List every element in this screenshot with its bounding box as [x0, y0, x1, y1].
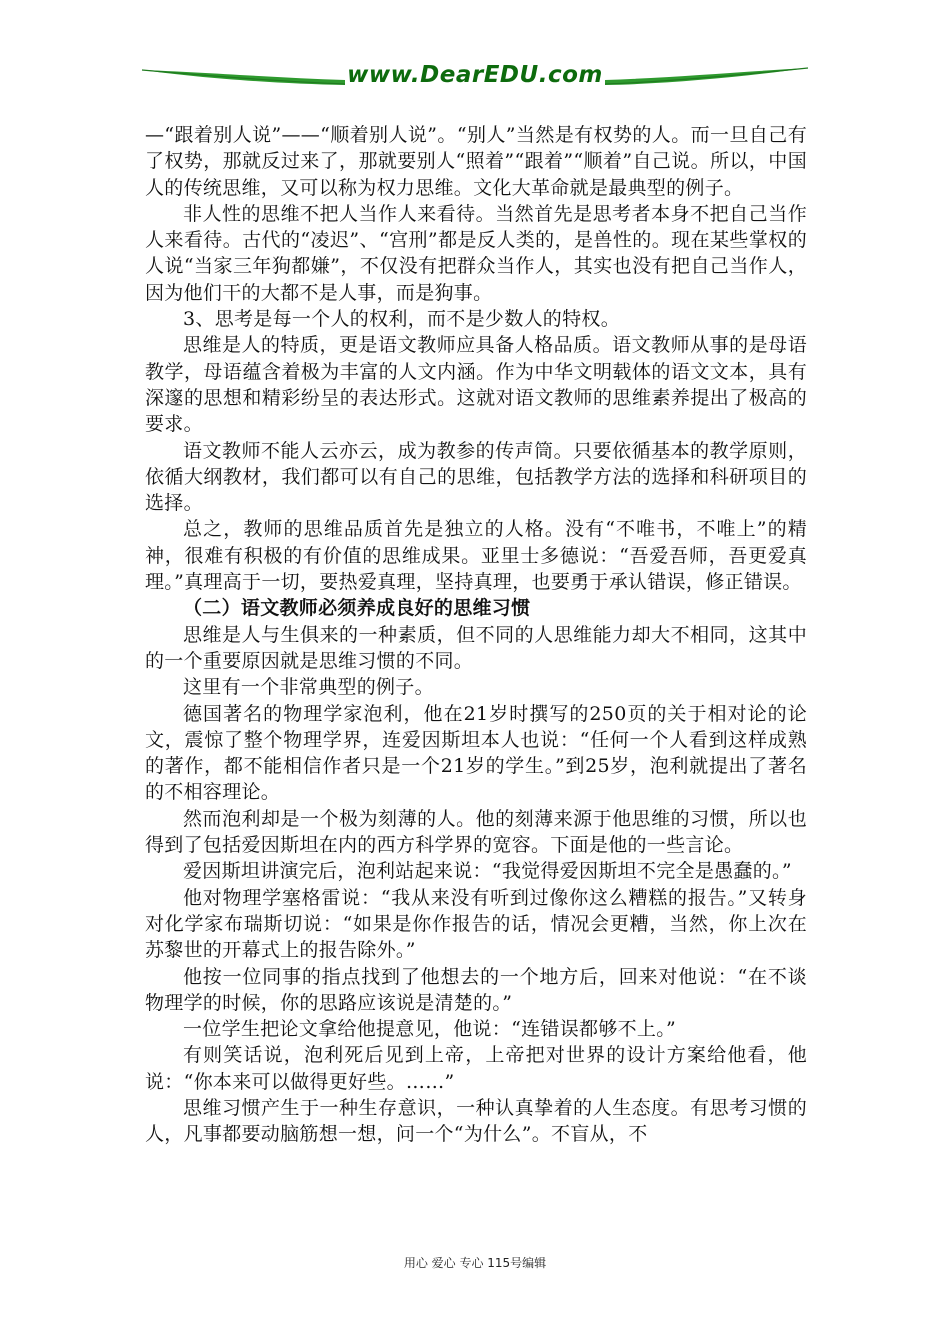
paragraph: 德国著名的物理学家泡利，他在21岁时撰写的250页的关于相对论的论文，震惊了整个物理学界，连爱因斯坦本人也说：“任何一个人看到这样成熟的著作，都不能相信作者只是一个21岁的学生。”到25岁，泡利就提出了著名的不相容理论。 — [145, 702, 807, 804]
paragraph: 爱因斯坦讲演完后，泡利站起来说：“我觉得爱因斯坦不完全是愚蠢的。” — [183, 860, 792, 883]
site-header — [140, 58, 810, 98]
paragraph: 3、思考是每一个人的权利，而不是少数人的特权。 — [183, 308, 620, 331]
paragraph: —“跟着别人说”——“顺着别人说”。“别人”当然是有权势的人。而一旦自己有了权势，那就反过来了，那就要别人“照着”“跟着”“顺着”自己说。所以，中国人的传统思维，又可以称为权力思维。文化大革命就是最典型的例子。 — [145, 124, 807, 199]
paragraph: 非人性的思维不把人当作人来看待。当然首先是思考者本身不把自己当作人来看待。古代的“凌迟”、“宫刑”都是反人类的，是兽性的。现在某些掌权的人说“当家三年狗都嫌”，不仅没有把群众当作人，其实也没有把自己当作人，因为他们干的大都不是人事，而是狗事。 — [145, 202, 807, 304]
site-logo: www.DearEDU.com — [347, 62, 603, 88]
paragraph: 他对物理学塞格雷说：“我从来没有听到过像你这么糟糕的报告。”又转身对化学家布瑞斯切说：“如果是你作报告的话，情况会更糟，当然，你上次在苏黎世的开幕式上的报告除外。” — [145, 886, 807, 962]
article-body — [145, 122, 807, 1148]
paragraph: 这里有一个非常典型的例子。 — [183, 676, 434, 699]
page-footer: 用心 爱心 专心 115号编辑 — [403, 1256, 547, 1270]
paragraph: 思维是人的特质，更是语文教师应具备人格品质。语文教师从事的是母语教学，母语蕴含着极为丰富的人文内涵。作为中华文明载体的语文文本，具有深邃的思想和精彩纷呈的表达形式。这就对语文教师的思维素养提出了极高的要求。 — [145, 334, 807, 436]
paragraph: 他按一位同事的指点找到了他想去的一个地方后，回来对他说：“在不谈物理学的时候，你的思路应该说是清楚的。” — [145, 965, 807, 1014]
paragraph: 思维是人与生俱来的一种素质，但不同的人思维能力却大不相同，这其中的一个重要原因就是思维习惯的不同。 — [145, 623, 807, 672]
paragraph: 总之，教师的思维品质首先是独立的人格。没有“不唯书，不唯上”的精神，很难有积极的有价值的思维成果。亚里士多德说：“吾爱吾师，吾更爱真理。”真理高于一切，要热爱真理，坚持真理，也要勇于承认错误，修正错误。 — [145, 518, 807, 594]
paragraph: 语文教师不能人云亦云，成为教参的传声筒。只要依循基本的教学原则，依循大纲教材，我们都可以有自己的思维，包括教学方法的选择和科研项目的选择。 — [145, 439, 807, 515]
paragraph: 有则笑话说，泡利死后见到上帝，上帝把对世界的设计方案给他看，他说：“你本来可以做得更好些。……” — [145, 1044, 807, 1093]
paragraph: 一位学生把论文拿给他提意见，他说：“连错误都够不上。” — [183, 1018, 677, 1041]
section-heading: （二）语文教师必须养成良好的思维习惯 — [183, 597, 531, 620]
paragraph: 然而泡利却是一个极为刻薄的人。他的刻薄来源于他思维的习惯，所以也得到了包括爱因斯坦在内的西方科学界的宽容。下面是他的一些言论。 — [145, 807, 807, 857]
paragraph: 思维习惯产生于一种生存意识，一种认真挚着的人生态度。有思考习惯的人，凡事都要动脑筋想一想，问一个“为什么”。不盲从，不 — [145, 1096, 807, 1146]
